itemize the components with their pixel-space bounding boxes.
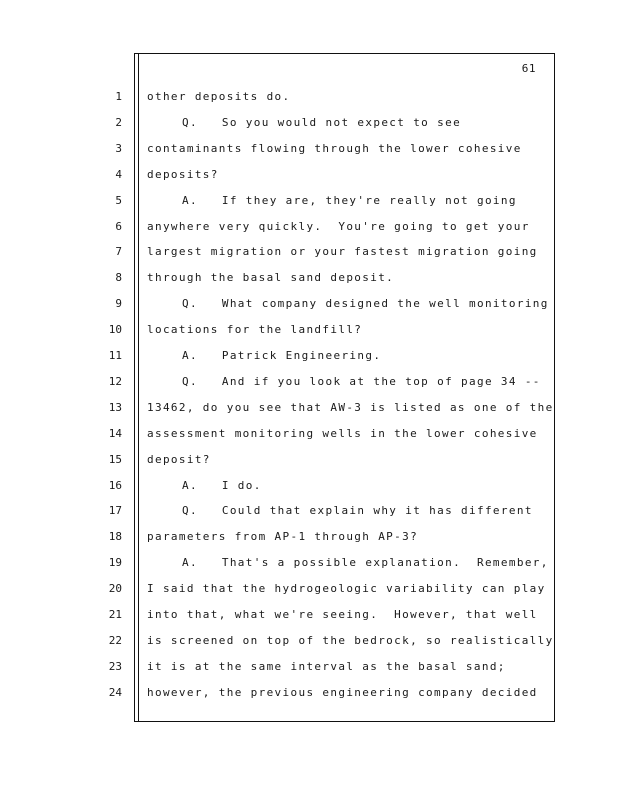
line-number: 3 xyxy=(115,141,122,155)
line-number: 10 xyxy=(108,323,122,337)
line-number: 17 xyxy=(108,504,122,518)
transcript-line: however, the previous engineering company decided xyxy=(147,685,538,699)
line-number: 2 xyxy=(115,115,122,129)
transcript-line: deposits? xyxy=(147,167,219,181)
transcript-line: it is at the same interval as the basal sand; xyxy=(147,659,506,673)
transcript-line: assessment monitoring wells in the lower cohesive xyxy=(147,426,538,440)
line-number: 24 xyxy=(108,685,122,699)
line-number: 11 xyxy=(108,349,122,362)
transcript-line: A. Patrick Engineering. xyxy=(182,349,382,362)
transcript-line: into that, what we're seeing. However, that well xyxy=(147,608,538,621)
line-number: 15 xyxy=(108,452,122,466)
transcript-line: Q. And if you look at the top of page 34 -- xyxy=(182,374,541,388)
line-number: 16 xyxy=(108,478,122,492)
line-number: 20 xyxy=(108,582,122,596)
transcript-line: other deposits do. xyxy=(147,90,291,103)
transcript-line: is screened on top of the bedrock, so realistically xyxy=(147,633,554,647)
transcript-line: parameters from AP-1 through AP-3? xyxy=(147,530,419,544)
line-number: 4 xyxy=(115,167,122,181)
transcript-line: A. If they are, they're really not going xyxy=(182,193,517,207)
transcript-line: Q. Could that explain why it has different xyxy=(182,504,533,518)
line-number: 14 xyxy=(108,426,122,440)
transcript-line: through the basal sand deposit. xyxy=(147,271,395,285)
line-number: 9 xyxy=(115,297,122,311)
line-number: 6 xyxy=(115,219,122,233)
transcript-line: A. That's a possible explanation. Remember, xyxy=(182,556,549,570)
transcript-line: deposit? xyxy=(147,452,211,466)
transcript-line: largest migration or your fastest migration going xyxy=(147,245,538,259)
line-number: 1 xyxy=(115,90,122,103)
line-number: 23 xyxy=(108,659,122,673)
page-number: 61 xyxy=(521,62,536,75)
transcript-line: 13462, do you see that AW-3 is listed as one of the xyxy=(147,400,554,414)
line-number: 13 xyxy=(108,400,122,414)
line-number: 8 xyxy=(115,271,122,285)
line-number: 22 xyxy=(108,633,122,647)
transcript-line: Q. What company designed the well monitoring xyxy=(182,297,549,311)
line-number: 12 xyxy=(108,374,122,388)
line-number-column xyxy=(0,0,134,800)
line-number: 7 xyxy=(115,245,122,259)
line-number: 5 xyxy=(115,193,122,207)
line-number: 18 xyxy=(108,530,122,544)
line-number: 19 xyxy=(108,556,122,570)
line-number: 21 xyxy=(108,608,122,621)
transcript-line: locations for the landfill? xyxy=(147,323,363,337)
transcript-line: contaminants flowing through the lower cohesive xyxy=(147,141,522,155)
transcript-line: A. I do. xyxy=(182,478,262,492)
transcript-line: Q. So you would not expect to see xyxy=(182,115,462,129)
transcript-line: anywhere very quickly. You're going to get your xyxy=(147,219,530,233)
transcript-line: I said that the hydrogeologic variability can play xyxy=(147,582,546,596)
